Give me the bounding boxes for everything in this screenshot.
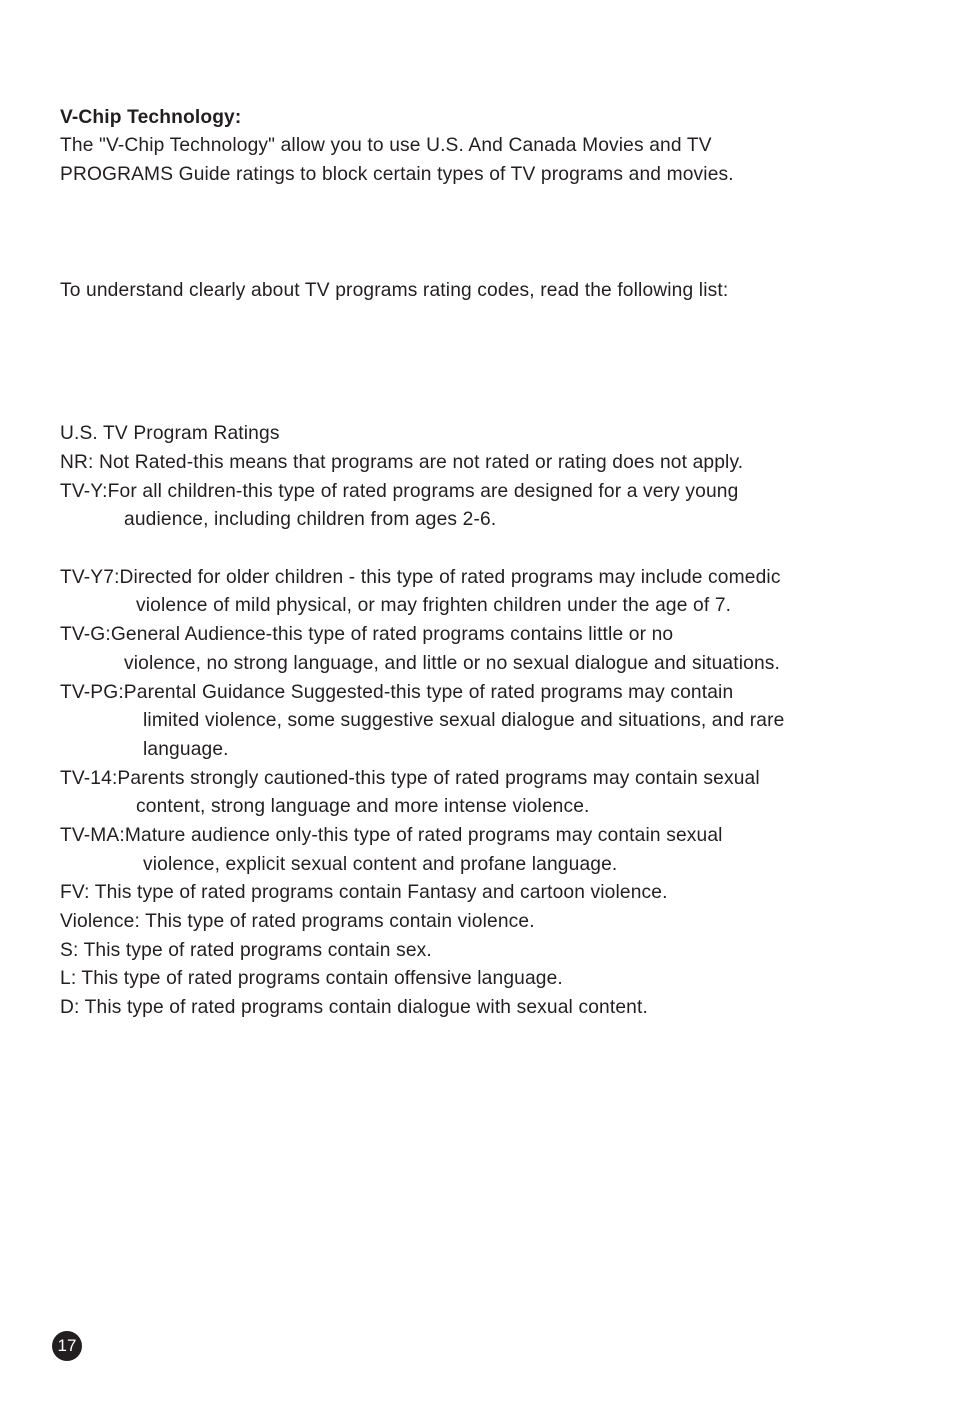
rating-tv-ma-cont: violence, explicit sexual content and profane language. (143, 854, 618, 875)
rating-tv-pg-cont-1: limited violence, some suggestive sexual dialogue and situations, and rare (143, 710, 785, 731)
rating-tv-g-cont: violence, no strong language, and little or no sexual dialogue and situations. (124, 653, 780, 674)
page-number-badge: 17 (52, 1331, 82, 1361)
rating-tv-14-cont: content, strong language and more intense violence. (136, 796, 590, 817)
ratings-title: U.S. TV Program Ratings (60, 423, 280, 444)
rating-l: L: This type of rated programs contain offensive language. (60, 968, 563, 989)
understand-text: To understand clearly about TV programs rating codes, read the following list: (60, 280, 729, 301)
intro-line-2: PROGRAMS Guide ratings to block certain types of TV programs and movies. (60, 164, 734, 185)
rating-tv-y7-cont: violence of mild physical, or may frighten children under the age of 7. (136, 595, 732, 616)
rating-tv-pg-cont-2: language. (143, 739, 229, 760)
rating-tv-ma: TV-MA:Mature audience only-this type of rated programs may contain sexual (60, 825, 723, 846)
rating-tv-pg: TV-PG:Parental Guidance Suggested-this type of rated programs may contain (60, 682, 734, 703)
rating-tv-y: TV-Y:For all children-this type of rated programs are designed for a very young (60, 481, 739, 502)
rating-tv-14: TV-14:Parents strongly cautioned-this type of rated programs may contain sexual (60, 768, 760, 789)
section-heading: V-Chip Technology: (60, 107, 242, 128)
rating-fv: FV: This type of rated programs contain Fantasy and cartoon violence. (60, 882, 668, 903)
rating-nr: NR: Not Rated-this means that programs are not rated or rating does not apply. (60, 452, 744, 473)
rating-tv-g: TV-G:General Audience-this type of rated programs contains little or no (60, 624, 674, 645)
intro-line-1: The "V-Chip Technology" allow you to use U.S. And Canada Movies and TV (60, 135, 712, 156)
rating-d: D: This type of rated programs contain dialogue with sexual content. (60, 997, 648, 1018)
rating-violence: Violence: This type of rated programs contain violence. (60, 911, 535, 932)
rating-tv-y-cont: audience, including children from ages 2-6. (124, 509, 497, 530)
rating-s: S: This type of rated programs contain sex. (60, 940, 432, 961)
rating-tv-y7: TV-Y7:Directed for older children - this type of rated programs may include comedic (60, 567, 781, 588)
